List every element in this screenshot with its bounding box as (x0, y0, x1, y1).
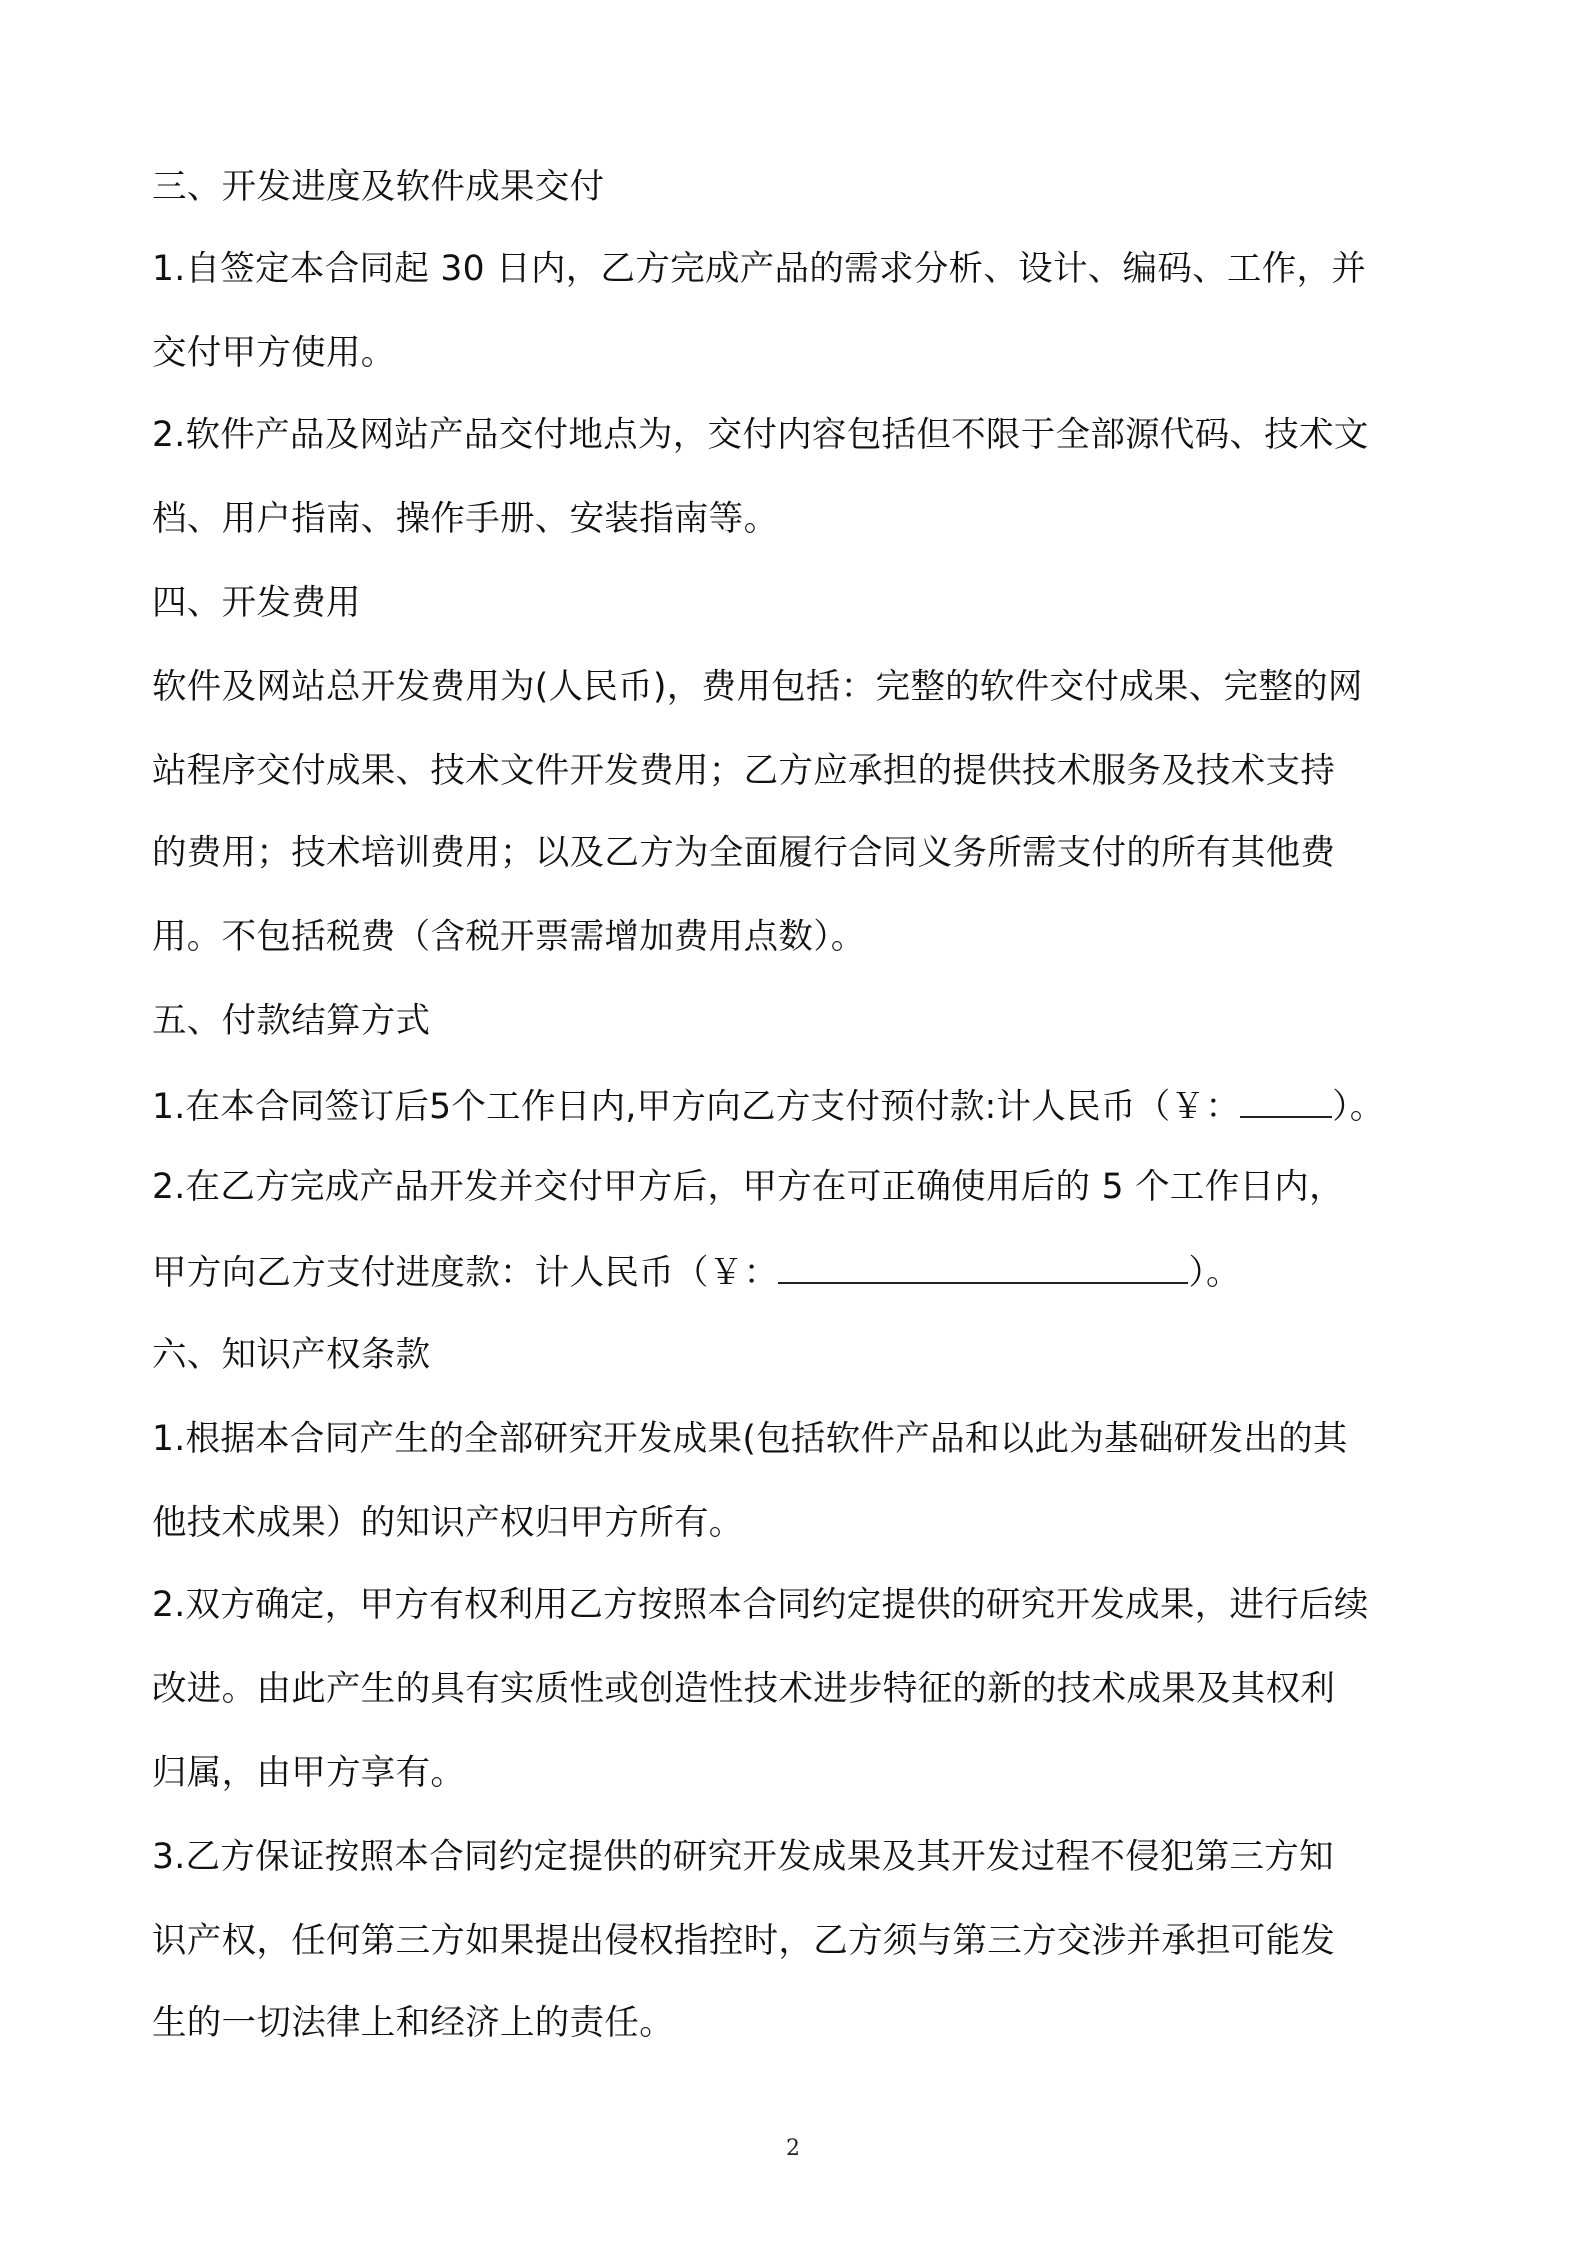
section-heading-3: 三、开发进度及软件成果交付 (152, 167, 605, 207)
paragraph-line: 的费用；技术培训费用；以及乙方为全面履行合同义务所需支付的所有其他费 (152, 833, 1336, 873)
paragraph-line: 3.乙方保证按照本合同约定提供的研究开发成果及其开发过程不侵犯第三方知 (152, 1837, 1334, 1877)
paragraph-line: 识产权，任何第三方如果提出侵权指控时，乙方须与第三方交涉并承担可能发 (152, 1921, 1336, 1961)
paragraph-line: 他技术成果）的知识产权归甲方所有。 (152, 1503, 744, 1543)
section-heading-4: 四、开发费用 (152, 583, 361, 623)
paragraph-line: 改进。由此产生的具有实质性或创造性技术进步特征的新的技术成果及其权利 (152, 1669, 1336, 1709)
payment-text: 甲方向乙方支付进度款：计人民币（￥： (152, 1253, 779, 1293)
page-number: 2 (786, 2136, 800, 2161)
paragraph-line: 用。不包括税费（含税开票需增加费用点数）。 (152, 917, 866, 957)
payment-line-2 (152, 1248, 1241, 1294)
payment-close: ）。 (1188, 1253, 1241, 1293)
paragraph-line: 1.根据本合同产生的全部研究开发成果(包括软件产品和以此为基础研发出的其 (152, 1419, 1348, 1459)
section-heading-5: 五、付款结算方式 (152, 1001, 431, 1041)
paragraph-line: 归属，由甲方享有。 (152, 1753, 466, 1793)
paragraph-line: 1.自签定本合同起 30 日内，乙方完成产品的需求分析、设计、编码、工作，并 (152, 249, 1367, 289)
paragraph-line: 2.双方确定，甲方有权利用乙方按照本合同约定提供的研究开发成果，进行后续 (152, 1585, 1369, 1625)
payment-close: ）。 (1332, 1087, 1385, 1127)
paragraph-line: 档、用户指南、操作手册、安装指南等。 (152, 499, 779, 539)
paragraph-line: 2.在乙方完成产品开发并交付甲方后，甲方在可正确使用后的 5 个工作日内， (152, 1167, 1344, 1207)
payment-text: 1.在本合同签订后5个工作日内,甲方向乙方支付预付款:计人民币（￥： (152, 1087, 1241, 1127)
paragraph-line: 交付甲方使用。 (152, 333, 396, 373)
paragraph-line: 站程序交付成果、技术文件开发费用；乙方应承担的提供技术服务及技术支持 (152, 751, 1336, 791)
paragraph-line: 生的一切法律上和经济上的责任。 (152, 2003, 674, 2043)
section-heading-6: 六、知识产权条款 (152, 1335, 431, 1375)
amount-blank (1240, 1082, 1332, 1118)
paragraph-line: 2.软件产品及网站产品交付地点为，交付内容包括但不限于全部源代码、技术文 (152, 415, 1369, 455)
amount-blank (778, 1248, 1188, 1284)
payment-line-1 (152, 1082, 1385, 1128)
paragraph-line: 软件及网站总开发费用为(人民币)，费用包括：完整的软件交付成果、完整的网 (152, 667, 1363, 707)
